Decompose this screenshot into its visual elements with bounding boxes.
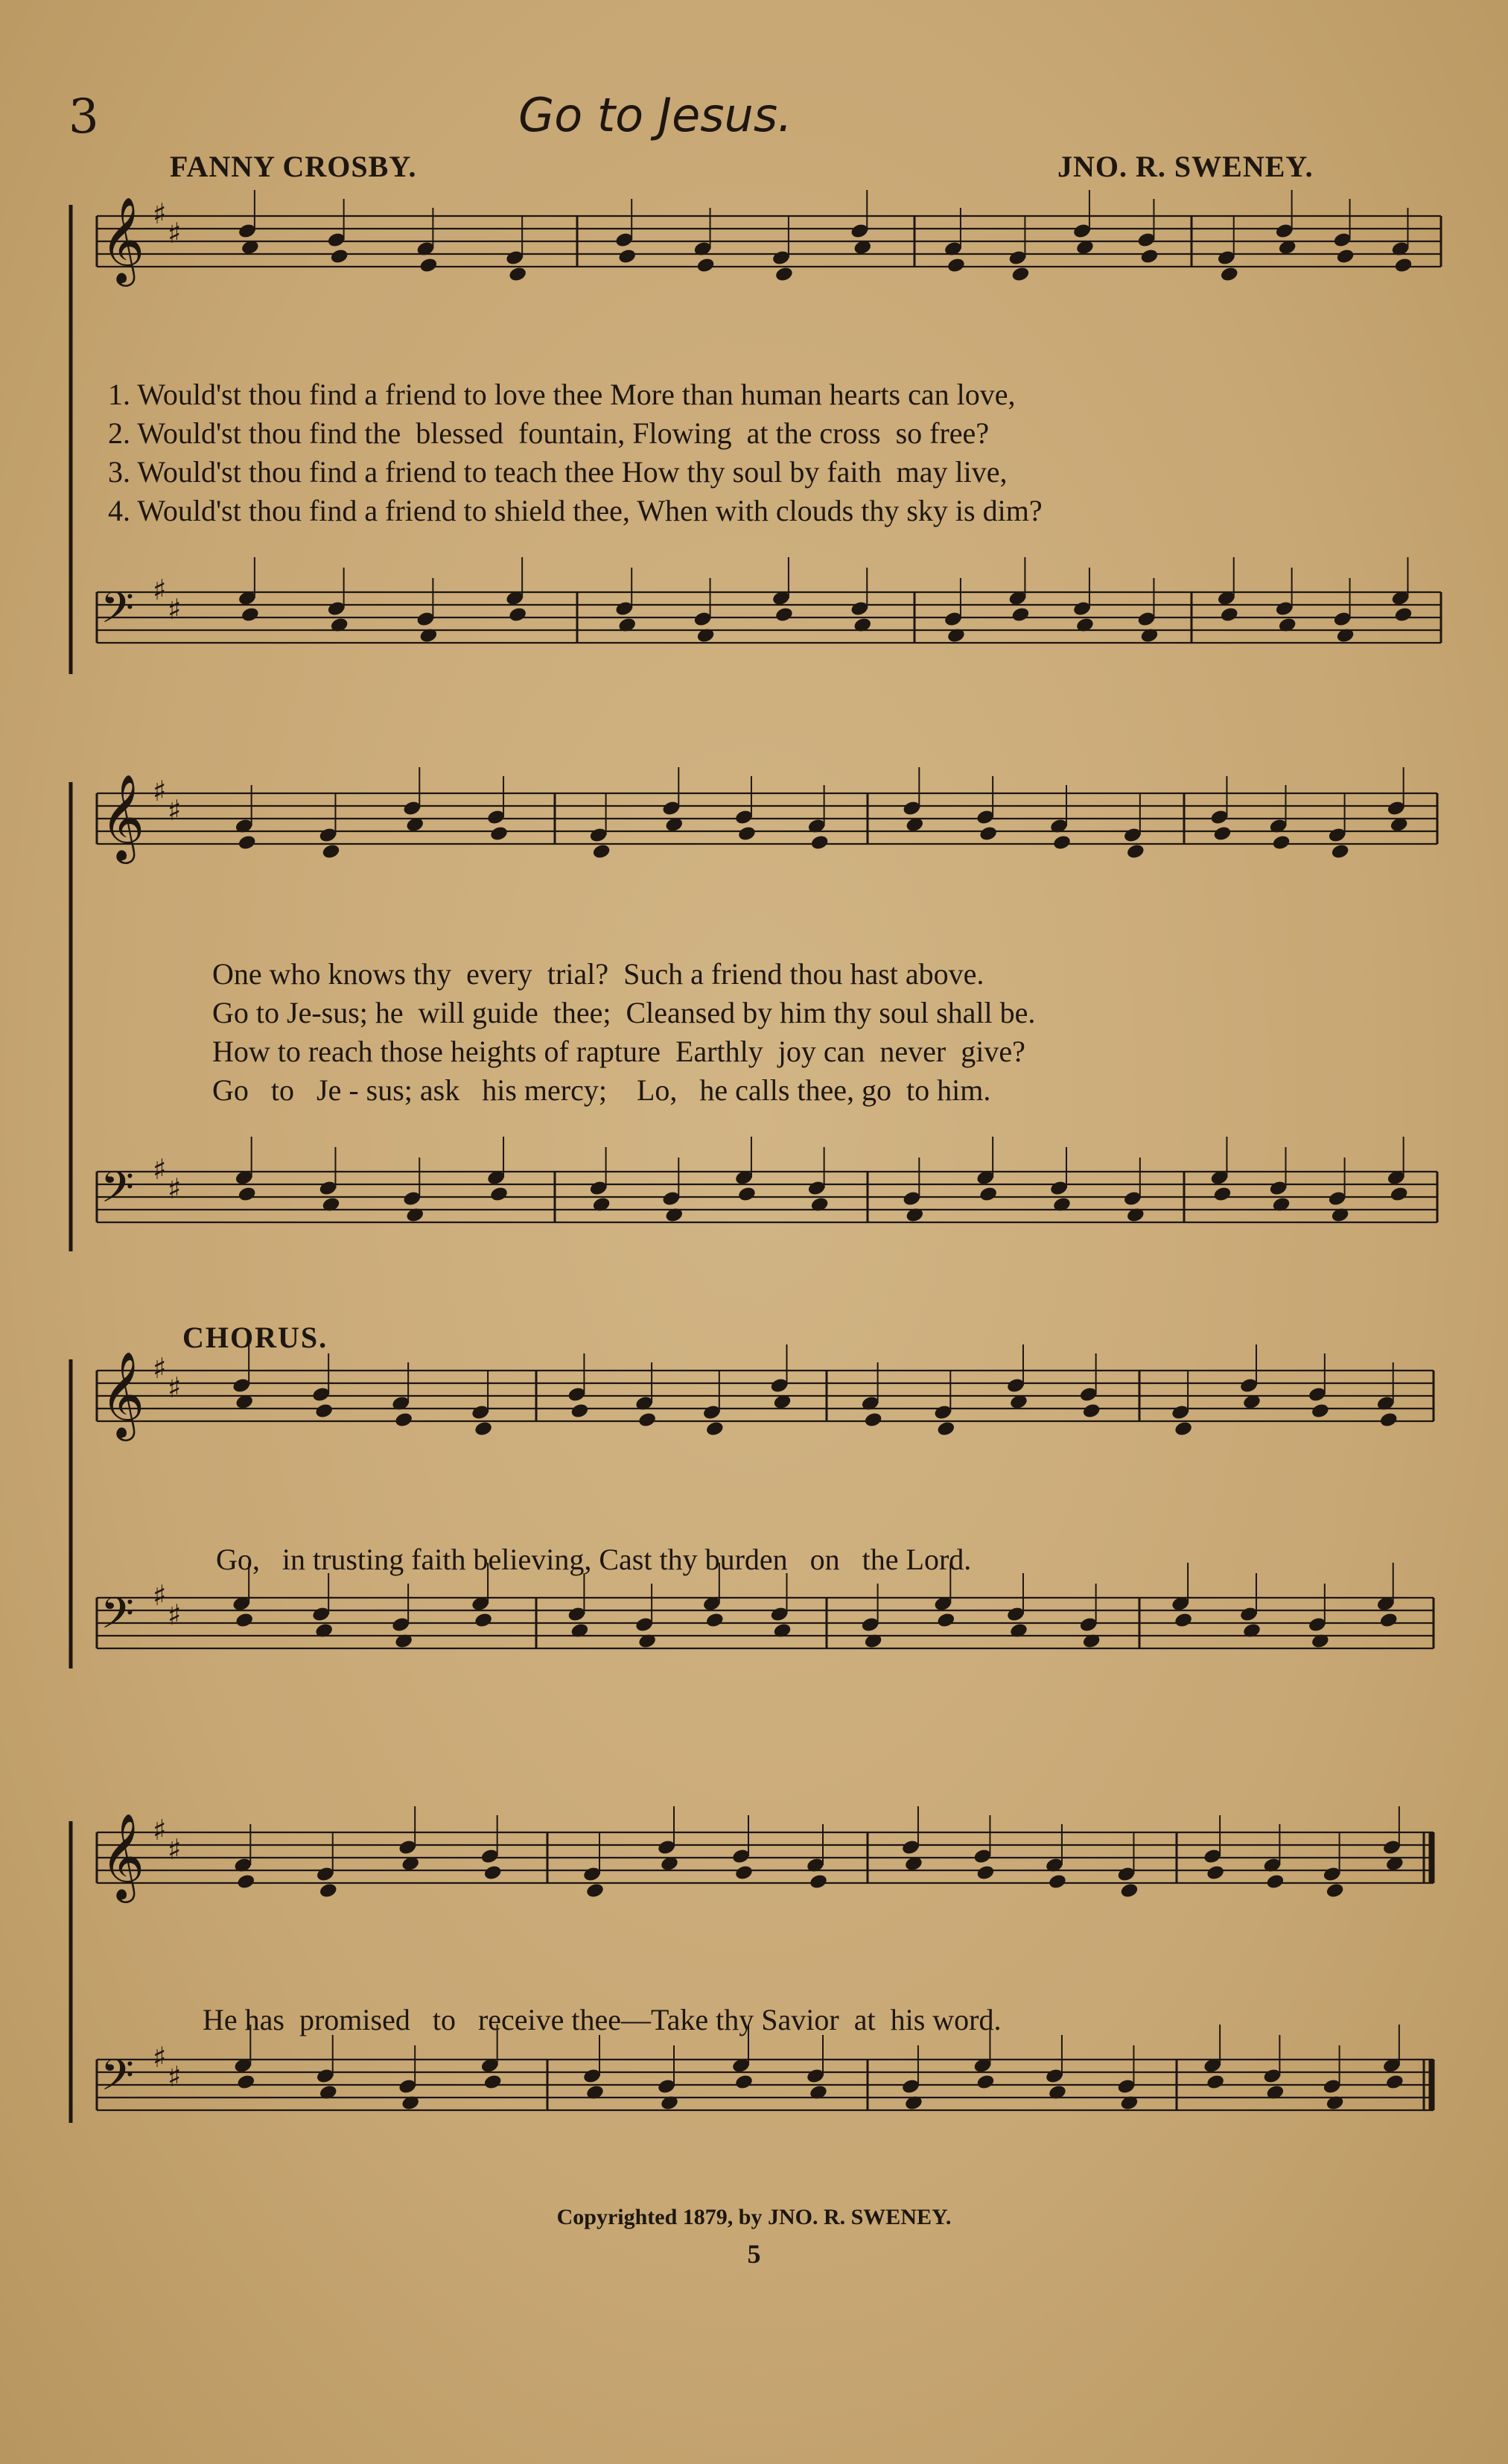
note-head — [474, 1420, 493, 1438]
bass-clef: 𝄢 — [101, 1162, 135, 1223]
note-head — [1206, 2074, 1225, 2091]
sharp-sign: ♯ — [168, 1833, 182, 1866]
note-head — [1335, 248, 1355, 265]
note-head — [1082, 1403, 1101, 1420]
note-head — [976, 2074, 995, 2091]
sharp-sign: ♯ — [168, 593, 182, 626]
chorus-label: CHORUS. — [182, 1321, 328, 1354]
verse-line-1: 4. Would'st thou find a friend to shield thee, When with clouds thy sky is dim? — [108, 494, 1043, 527]
note-head — [810, 834, 830, 851]
note-head — [1174, 1612, 1193, 1629]
treble-clef: 𝄞 — [101, 196, 145, 283]
note-head — [617, 248, 637, 265]
hymn-title: Go to Jesus. — [518, 88, 792, 142]
note-head — [1126, 843, 1145, 860]
note-head — [1385, 2074, 1404, 2091]
sharp-sign: ♯ — [153, 2041, 167, 2074]
note-head — [1390, 1186, 1409, 1203]
bass-clef: 𝄢 — [101, 582, 135, 644]
note-head — [1311, 1403, 1330, 1420]
sharp-sign: ♯ — [168, 2060, 182, 2093]
note-head — [1220, 606, 1239, 623]
note-head — [319, 1882, 338, 1899]
verse-line-2: How to reach those heights of rapture Earthly joy can never give? — [212, 1035, 1025, 1068]
note-head — [774, 266, 794, 283]
note-head — [737, 1186, 757, 1203]
sharp-sign: ♯ — [168, 1172, 182, 1205]
treble-clef: 𝄞 — [101, 1350, 145, 1438]
note-head — [947, 257, 966, 274]
signature-mark: 5 — [747, 2239, 761, 2269]
sharp-sign: ♯ — [153, 197, 167, 230]
treble-clef: 𝄞 — [101, 1812, 145, 1899]
note-head — [1139, 248, 1159, 265]
note-head — [979, 1186, 998, 1203]
note-head — [489, 825, 509, 842]
note-head — [314, 1403, 334, 1420]
note-head — [241, 606, 260, 623]
note-head — [1393, 606, 1413, 623]
note-head — [1048, 1873, 1067, 1890]
verse-line-1: 3. Would'st thou find a friend to teach thee How thy soul by faith may live, — [108, 455, 1008, 489]
composer-credit: JNO. R. SWENEY. — [1057, 150, 1314, 183]
note-head — [637, 1412, 657, 1429]
note-head — [737, 825, 757, 842]
note-head — [1326, 1882, 1345, 1899]
sharp-sign: ♯ — [153, 574, 167, 606]
verse-line-2: One who knows thy every trial? Such a friend thou hast above. — [212, 957, 984, 991]
sharp-sign: ♯ — [153, 1814, 167, 1847]
sharp-sign: ♯ — [168, 794, 182, 827]
sharp-sign: ♯ — [153, 1579, 167, 1612]
note-head — [483, 2074, 503, 2091]
note-head — [474, 1612, 493, 1629]
sharp-sign: ♯ — [168, 1598, 182, 1631]
note-head — [809, 1873, 828, 1890]
verse-line-1: 1. Would'st thou find a friend to love thee More than human hearts can love, — [108, 378, 1016, 411]
note-head — [330, 248, 349, 265]
note-head — [238, 834, 257, 851]
copyright-notice: Copyrighted 1879, by JNO. R. SWENEY. — [556, 2205, 952, 2229]
note-head — [1011, 266, 1030, 283]
author-credit: FANNY CROSBY. — [170, 150, 417, 183]
note-head — [236, 1873, 255, 1890]
note-head — [508, 266, 527, 283]
note-head — [705, 1420, 725, 1438]
note-head — [1271, 834, 1291, 851]
note-head — [508, 606, 527, 623]
note-head — [1119, 1882, 1139, 1899]
verse-line-2: Go to Je - sus; ask his mercy; Lo, he calls thee, go to him. — [212, 1073, 991, 1107]
note-head — [321, 843, 340, 860]
note-head — [570, 1403, 589, 1420]
note-head — [705, 1612, 725, 1629]
note-head — [1265, 1873, 1285, 1890]
note-head — [592, 843, 611, 860]
note-head — [976, 1864, 995, 1882]
verse-line-1: 2. Would'st thou find the blessed fountain, Flowing at the cross so free? — [108, 416, 990, 450]
note-head — [1212, 1186, 1232, 1203]
note-head — [1393, 257, 1413, 274]
verse-line-2: Go to Je-sus; he will guide thee; Cleansed by him thy soul shall be. — [212, 996, 1036, 1029]
sharp-sign: ♯ — [168, 217, 182, 250]
bass-clef: 𝄢 — [101, 2050, 135, 2111]
sharp-sign: ♯ — [168, 1371, 182, 1404]
note-head — [1220, 266, 1239, 283]
note-head — [979, 825, 998, 842]
note-head — [734, 2074, 754, 2091]
note-head — [1379, 1412, 1399, 1429]
note-head — [238, 1186, 257, 1203]
note-head — [1052, 834, 1072, 851]
note-head — [774, 606, 794, 623]
note-head — [394, 1412, 413, 1429]
note-head — [585, 1882, 605, 1899]
treble-clef: 𝄞 — [101, 773, 145, 860]
bass-clef: 𝄢 — [101, 1588, 135, 1649]
chorus-line-1: Go, in trusting faith believing, Cast thy burden on the Lord. — [216, 1543, 972, 1576]
note-head — [489, 1186, 509, 1203]
note-head — [1174, 1420, 1193, 1438]
note-head — [1011, 606, 1030, 623]
note-head — [483, 1864, 503, 1882]
sharp-sign: ♯ — [153, 1352, 167, 1385]
note-head — [419, 257, 438, 274]
page-number: 3 — [69, 89, 99, 145]
sharp-sign: ♯ — [153, 775, 167, 807]
note-head — [696, 257, 715, 274]
note-head — [1331, 843, 1350, 860]
note-head — [1206, 1864, 1225, 1882]
sharp-sign: ♯ — [153, 1153, 167, 1186]
note-head — [936, 1420, 955, 1438]
chorus-line-2: He has promised to receive thee—Take thy Savior at his word. — [203, 2003, 1002, 2036]
note-head — [864, 1412, 883, 1429]
note-head — [1212, 825, 1232, 842]
note-head — [236, 2074, 255, 2091]
note-head — [734, 1864, 754, 1882]
note-head — [1379, 1612, 1399, 1629]
note-head — [235, 1612, 254, 1629]
note-head — [936, 1612, 955, 1629]
